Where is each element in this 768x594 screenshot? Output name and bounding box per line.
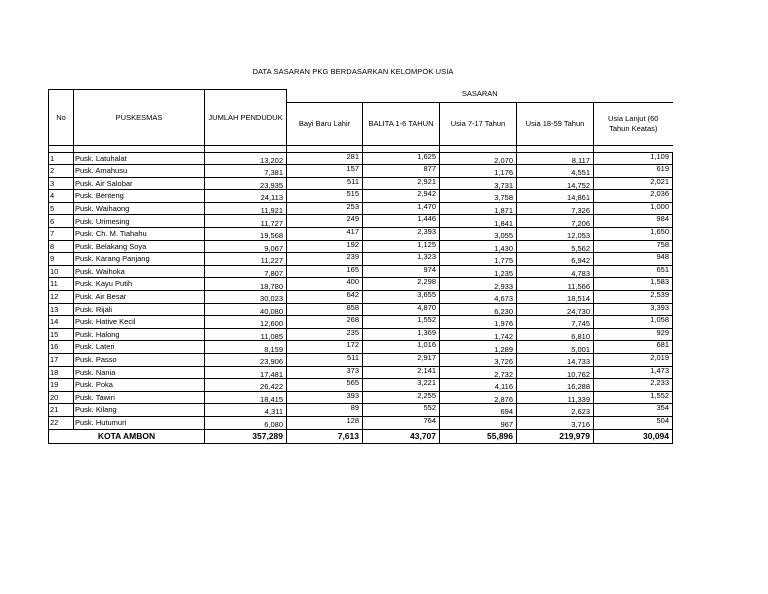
- cell-puskesmas: Pusk. Poka: [74, 379, 205, 392]
- total-balita: 43,707: [363, 429, 440, 443]
- cell-balita: 1,446: [363, 215, 440, 228]
- cell-usia-7-17: 3,726: [440, 354, 517, 367]
- cell-jumlah-penduduk: 17,481: [205, 366, 287, 379]
- cell-usia-7-17: 1,775: [440, 253, 517, 266]
- cell-bayi: 642: [287, 291, 363, 304]
- cell-bayi: 268: [287, 316, 363, 329]
- cell-usia-lanjut: 3,393: [594, 303, 673, 316]
- cell-usia-7-17: 6,230: [440, 303, 517, 316]
- cell-bayi: 239: [287, 253, 363, 266]
- table-row: [49, 215, 673, 228]
- cell-usia-7-17: 2,732: [440, 366, 517, 379]
- table-row: [49, 316, 673, 329]
- cell-no: 12: [49, 291, 74, 304]
- table-row: [49, 152, 673, 165]
- cell-bayi: 172: [287, 341, 363, 354]
- cell-usia-7-17: 1,841: [440, 215, 517, 228]
- cell-usia-18-59: 14,733: [517, 354, 594, 367]
- cell-balita: 2,942: [363, 190, 440, 203]
- cell-usia-lanjut: 1,000: [594, 202, 673, 215]
- cell-balita: 877: [363, 165, 440, 178]
- cell-usia-lanjut: 984: [594, 215, 673, 228]
- cell-usia-lanjut: 1,058: [594, 316, 673, 329]
- cell-bayi: 128: [287, 416, 363, 429]
- cell-usia-18-59: 5,001: [517, 341, 594, 354]
- cell-usia-lanjut: 681: [594, 341, 673, 354]
- cell-balita: 2,917: [363, 354, 440, 367]
- cell-no: 17: [49, 354, 74, 367]
- cell-bayi: 192: [287, 240, 363, 253]
- cell-jumlah-penduduk: 24,113: [205, 190, 287, 203]
- cell-usia-7-17: 967: [440, 416, 517, 429]
- table-row: [49, 228, 673, 241]
- table-row: [49, 265, 673, 278]
- cell-puskesmas: Pusk. Halong: [74, 328, 205, 341]
- header-bayi-baru-lahir: Bayi Baru Lahir: [287, 102, 363, 145]
- table-row: [49, 354, 673, 367]
- cell-balita: 2,255: [363, 391, 440, 404]
- total-bayi: 7,613: [287, 429, 363, 443]
- cell-usia-18-59: 11,566: [517, 278, 594, 291]
- cell-usia-18-59: 8,117: [517, 152, 594, 165]
- cell-jumlah-penduduk: 11,227: [205, 253, 287, 266]
- cell-usia-7-17: 2,070: [440, 152, 517, 165]
- cell-usia-lanjut: 929: [594, 328, 673, 341]
- header-divider: [49, 145, 673, 152]
- cell-usia-18-59: 7,206: [517, 215, 594, 228]
- cell-jumlah-penduduk: 18,780: [205, 278, 287, 291]
- cell-no: 14: [49, 316, 74, 329]
- table-row: [49, 165, 673, 178]
- header-sasaran: SASARAN: [287, 90, 673, 103]
- cell-usia-7-17: 3,055: [440, 228, 517, 241]
- cell-usia-7-17: 1,235: [440, 265, 517, 278]
- table-row: [49, 391, 673, 404]
- cell-bayi: 235: [287, 328, 363, 341]
- cell-usia-lanjut: 948: [594, 253, 673, 266]
- cell-jumlah-penduduk: 30,023: [205, 291, 287, 304]
- cell-jumlah-penduduk: 23,906: [205, 354, 287, 367]
- cell-balita: 3,221: [363, 379, 440, 392]
- cell-puskesmas: Pusk. Benteng: [74, 190, 205, 203]
- cell-jumlah-penduduk: 11,921: [205, 202, 287, 215]
- page-title: DATA SASARAN PKG BERDASARKAN KELOMPOK USIA: [252, 67, 454, 76]
- cell-no: 13: [49, 303, 74, 316]
- cell-no: 22: [49, 416, 74, 429]
- cell-usia-18-59: 10,762: [517, 366, 594, 379]
- cell-bayi: 565: [287, 379, 363, 392]
- cell-bayi: 417: [287, 228, 363, 241]
- cell-usia-18-59: 3,716: [517, 416, 594, 429]
- cell-puskesmas: Pusk. Tawiri: [74, 391, 205, 404]
- cell-jumlah-penduduk: 12,600: [205, 316, 287, 329]
- cell-puskesmas: Pusk. Air Salobar: [74, 177, 205, 190]
- cell-puskesmas: Pusk. Waihoka: [74, 265, 205, 278]
- cell-usia-lanjut: 2,036: [594, 190, 673, 203]
- cell-usia-18-59: 7,326: [517, 202, 594, 215]
- cell-jumlah-penduduk: 6,080: [205, 416, 287, 429]
- cell-usia-7-17: 1,430: [440, 240, 517, 253]
- cell-no: 11: [49, 278, 74, 291]
- cell-balita: 1,369: [363, 328, 440, 341]
- total-usia18: 219,979: [517, 429, 594, 443]
- cell-jumlah-penduduk: 11,085: [205, 328, 287, 341]
- header-no: No: [49, 90, 74, 146]
- table-row: [49, 177, 673, 190]
- cell-jumlah-penduduk: 18,415: [205, 391, 287, 404]
- cell-balita: 1,323: [363, 253, 440, 266]
- cell-jumlah-penduduk: 7,807: [205, 265, 287, 278]
- table-row: [49, 379, 673, 392]
- cell-usia-18-59: 5,562: [517, 240, 594, 253]
- cell-usia-lanjut: 504: [594, 416, 673, 429]
- cell-jumlah-penduduk: 9,067: [205, 240, 287, 253]
- cell-no: 21: [49, 404, 74, 417]
- cell-balita: 1,470: [363, 202, 440, 215]
- table-row: [49, 341, 673, 354]
- cell-balita: 1,625: [363, 152, 440, 165]
- cell-no: 1: [49, 152, 74, 165]
- table-row: [49, 366, 673, 379]
- cell-jumlah-penduduk: 8,159: [205, 341, 287, 354]
- cell-jumlah-penduduk: 40,080: [205, 303, 287, 316]
- cell-usia-lanjut: 619: [594, 165, 673, 178]
- cell-usia-lanjut: 354: [594, 404, 673, 417]
- table-row: [49, 190, 673, 203]
- header-usia-7-17: Usia 7-17 Tahun: [440, 102, 517, 145]
- data-table: [48, 89, 673, 444]
- cell-bayi: 165: [287, 265, 363, 278]
- cell-usia-lanjut: 2,021: [594, 177, 673, 190]
- cell-no: 18: [49, 366, 74, 379]
- cell-usia-lanjut: 651: [594, 265, 673, 278]
- cell-usia-7-17: 3,731: [440, 177, 517, 190]
- cell-usia-18-59: 18,514: [517, 291, 594, 304]
- table-row: [49, 278, 673, 291]
- cell-usia-18-59: 4,551: [517, 165, 594, 178]
- cell-no: 4: [49, 190, 74, 203]
- table-row: [49, 303, 673, 316]
- total-usia7: 55,896: [440, 429, 517, 443]
- cell-usia-7-17: 2,933: [440, 278, 517, 291]
- cell-balita: 1,552: [363, 316, 440, 329]
- cell-usia-lanjut: 1,552: [594, 391, 673, 404]
- table-row: [49, 253, 673, 266]
- cell-usia-18-59: 14,861: [517, 190, 594, 203]
- cell-balita: 2,141: [363, 366, 440, 379]
- cell-no: 20: [49, 391, 74, 404]
- cell-no: 10: [49, 265, 74, 278]
- cell-usia-lanjut: 758: [594, 240, 673, 253]
- cell-usia-7-17: 2,876: [440, 391, 517, 404]
- header-usia-18-59: Usia 18-59 Tahun: [517, 102, 594, 145]
- cell-usia-7-17: 4,673: [440, 291, 517, 304]
- cell-puskesmas: Pusk. Urimesing: [74, 215, 205, 228]
- cell-usia-18-59: 14,752: [517, 177, 594, 190]
- cell-jumlah-penduduk: 19,568: [205, 228, 287, 241]
- cell-puskesmas: Pusk. Kilang: [74, 404, 205, 417]
- table-row: [49, 404, 673, 417]
- cell-bayi: 400: [287, 278, 363, 291]
- cell-puskesmas: Pusk. Hative Kecil: [74, 316, 205, 329]
- cell-puskesmas: Pusk. Air Besar: [74, 291, 205, 304]
- cell-usia-7-17: 1,176: [440, 165, 517, 178]
- cell-usia-lanjut: 2,019: [594, 354, 673, 367]
- cell-no: 6: [49, 215, 74, 228]
- cell-puskesmas: Pusk. Nania: [74, 366, 205, 379]
- header-jumlah-penduduk: JUMLAH PENDUDUK: [205, 90, 287, 146]
- cell-bayi: 157: [287, 165, 363, 178]
- cell-bayi: 511: [287, 354, 363, 367]
- cell-balita: 2,298: [363, 278, 440, 291]
- cell-usia-18-59: 6,810: [517, 328, 594, 341]
- cell-usia-7-17: 1,289: [440, 341, 517, 354]
- cell-balita: 974: [363, 265, 440, 278]
- cell-no: 3: [49, 177, 74, 190]
- cell-usia-18-59: 2,623: [517, 404, 594, 417]
- cell-usia-18-59: 12,053: [517, 228, 594, 241]
- cell-puskesmas: Pusk. Lateri: [74, 341, 205, 354]
- total-label: KOTA AMBON: [49, 429, 205, 443]
- cell-usia-18-59: 24,730: [517, 303, 594, 316]
- cell-usia-lanjut: 1,473: [594, 366, 673, 379]
- table-row: [49, 291, 673, 304]
- cell-usia-7-17: 1,742: [440, 328, 517, 341]
- cell-no: 16: [49, 341, 74, 354]
- header-puskesmas: PUSKESMAS: [74, 90, 205, 146]
- cell-bayi: 858: [287, 303, 363, 316]
- cell-no: 7: [49, 228, 74, 241]
- cell-no: 9: [49, 253, 74, 266]
- cell-usia-lanjut: 1,583: [594, 278, 673, 291]
- cell-no: 2: [49, 165, 74, 178]
- cell-puskesmas: Pusk. Latuhalat: [74, 152, 205, 165]
- cell-puskesmas: Pusk. Waihaong: [74, 202, 205, 215]
- cell-jumlah-penduduk: 4,311: [205, 404, 287, 417]
- cell-balita: 552: [363, 404, 440, 417]
- cell-no: 19: [49, 379, 74, 392]
- cell-balita: 2,921: [363, 177, 440, 190]
- cell-usia-7-17: 694: [440, 404, 517, 417]
- cell-bayi: 511: [287, 177, 363, 190]
- cell-puskesmas: Pusk. Hutumuri: [74, 416, 205, 429]
- cell-usia-18-59: 16,288: [517, 379, 594, 392]
- cell-usia-18-59: 4,783: [517, 265, 594, 278]
- cell-bayi: 253: [287, 202, 363, 215]
- cell-usia-18-59: 11,339: [517, 391, 594, 404]
- total-jumlah: 357,289: [205, 429, 287, 443]
- cell-balita: 764: [363, 416, 440, 429]
- cell-balita: 2,393: [363, 228, 440, 241]
- header-balita: BALITA 1-6 TAHUN: [363, 102, 440, 145]
- cell-jumlah-penduduk: 26,422: [205, 379, 287, 392]
- cell-balita: 1,125: [363, 240, 440, 253]
- cell-bayi: 515: [287, 190, 363, 203]
- cell-jumlah-penduduk: 11,727: [205, 215, 287, 228]
- header-usia-lanjut: Usia Lanjut (60 Tahun Keatas): [594, 102, 673, 145]
- cell-usia-7-17: 4,116: [440, 379, 517, 392]
- cell-balita: 1,016: [363, 341, 440, 354]
- total-lanjut: 30,094: [594, 429, 673, 443]
- cell-bayi: 89: [287, 404, 363, 417]
- cell-jumlah-penduduk: 23,935: [205, 177, 287, 190]
- cell-bayi: 281: [287, 152, 363, 165]
- table-row: [49, 202, 673, 215]
- table-row: [49, 416, 673, 429]
- cell-puskesmas: Pusk. Amahusu: [74, 165, 205, 178]
- cell-usia-18-59: 7,745: [517, 316, 594, 329]
- cell-puskesmas: Pusk. Kayu Putih: [74, 278, 205, 291]
- cell-no: 8: [49, 240, 74, 253]
- table-row: [49, 240, 673, 253]
- cell-balita: 3,655: [363, 291, 440, 304]
- cell-no: 15: [49, 328, 74, 341]
- cell-no: 5: [49, 202, 74, 215]
- cell-puskesmas: Pusk. Karang Panjang: [74, 253, 205, 266]
- cell-usia-lanjut: 2,539: [594, 291, 673, 304]
- cell-usia-lanjut: 1,650: [594, 228, 673, 241]
- cell-usia-7-17: 3,758: [440, 190, 517, 203]
- cell-usia-7-17: 1,976: [440, 316, 517, 329]
- cell-puskesmas: Pusk. Passo: [74, 354, 205, 367]
- cell-balita: 4,870: [363, 303, 440, 316]
- cell-usia-18-59: 6,942: [517, 253, 594, 266]
- cell-usia-lanjut: 2,233: [594, 379, 673, 392]
- total-row: [49, 429, 673, 443]
- cell-puskesmas: Pusk. Ch. M. Tiahahu: [74, 228, 205, 241]
- cell-jumlah-penduduk: 7,381: [205, 165, 287, 178]
- cell-bayi: 393: [287, 391, 363, 404]
- cell-puskesmas: Pusk. Belakang Soya: [74, 240, 205, 253]
- cell-usia-lanjut: 1,109: [594, 152, 673, 165]
- cell-bayi: 373: [287, 366, 363, 379]
- cell-jumlah-penduduk: 13,202: [205, 152, 287, 165]
- cell-puskesmas: Pusk. Rijali: [74, 303, 205, 316]
- cell-usia-7-17: 1,871: [440, 202, 517, 215]
- table-row: [49, 328, 673, 341]
- cell-bayi: 249: [287, 215, 363, 228]
